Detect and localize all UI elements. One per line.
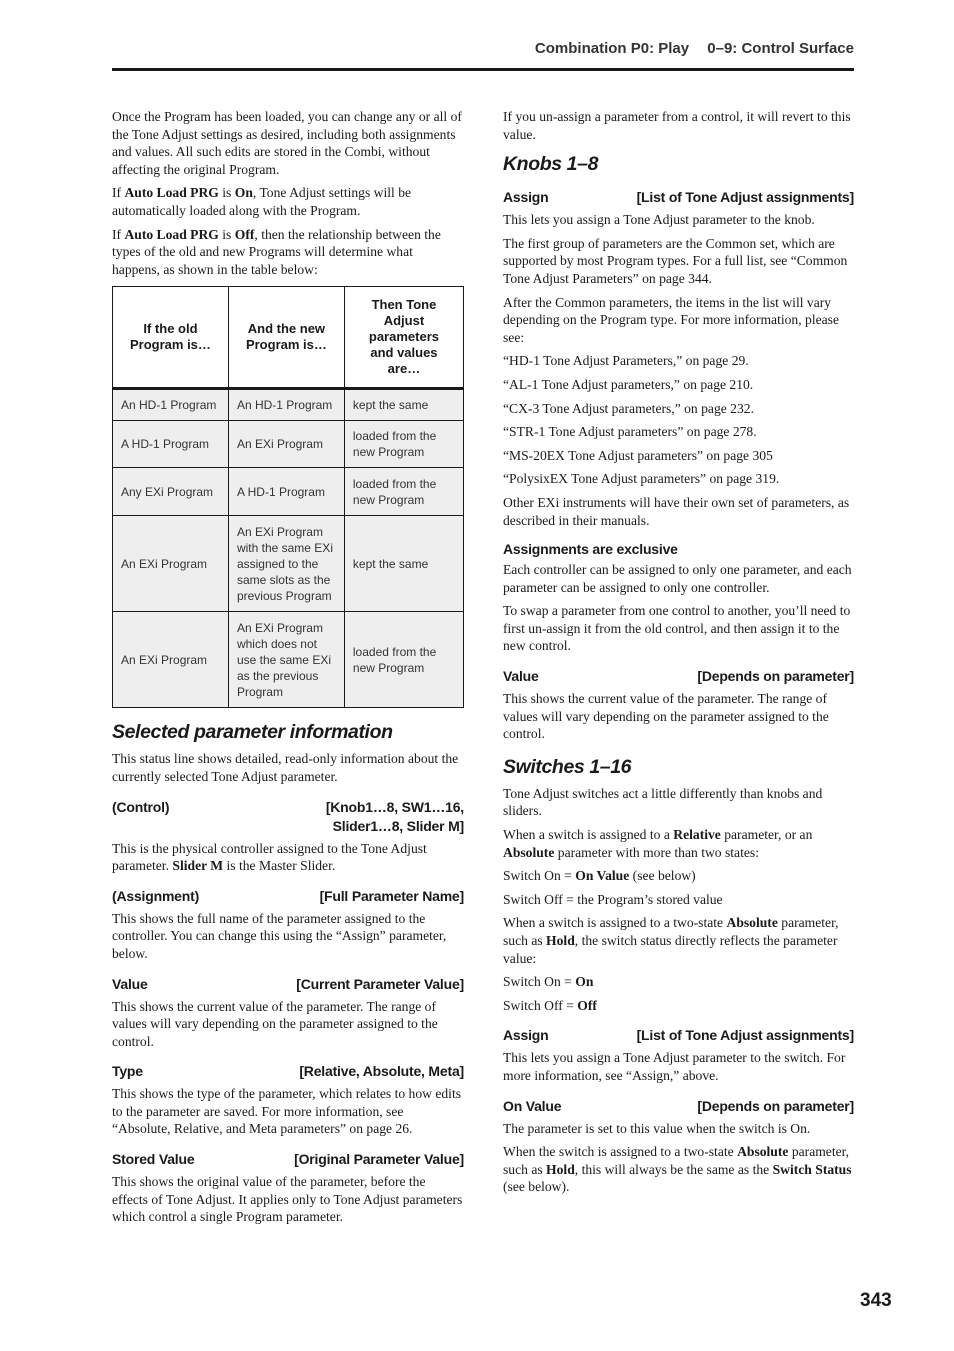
- param-range: [Depends on parameter]: [697, 668, 854, 685]
- assign-paragraph: This lets you assign a Tone Adjust parameter to the knob.: [503, 212, 815, 228]
- value-param-heading: [112, 975, 464, 994]
- assignment-paragraph: This shows the full name of the parameter assigned to the controller. You can change this using the “Assign” parameter, below.: [112, 910, 447, 961]
- table-cell: loaded from the new Program: [344, 421, 463, 468]
- exclusive-paragraph: Each controller can be assigned to only one parameter, and each parameter can be assigned to only one controller.: [503, 562, 852, 595]
- table-cell: A HD-1 Program: [228, 468, 344, 516]
- table-cell: A HD-1 Program: [113, 421, 229, 468]
- switches-heading: Switches 1–16: [503, 755, 632, 778]
- other-exi-paragraph: Other EXi instruments will have their own set of parameters, as described in their manuals.: [503, 494, 850, 528]
- reference-item: “AL-1 Tone Adjust parameters,” on page 210.: [503, 376, 754, 392]
- table-cell: An EXi Program: [113, 516, 229, 612]
- exclusive-subheading: Assignments are exclusive: [503, 541, 678, 558]
- switches-paragraph: When a switch is assigned to a Relative parameter, or an Absolute parameter with more than two states:: [503, 827, 813, 860]
- table-cell: kept the same: [344, 389, 463, 421]
- reference-item: “HD-1 Tone Adjust Parameters,” on page 29.: [503, 353, 749, 369]
- knobs-heading: Knobs 1–8: [503, 153, 599, 176]
- unassign-paragraph: If you un-assign a parameter from a control, it will revert to this value.: [503, 109, 851, 142]
- table-cell: An HD-1 Program: [113, 389, 229, 421]
- assign-paragraph: The first group of parameters are the Common set, which are supported by most Program types. For a full list, see “Common Tone Adjust Parameters” on page 344.: [503, 235, 848, 286]
- param-range: [List of Tone Adjust assignments]: [636, 189, 854, 206]
- reference-item: “CX-3 Tone Adjust parameters,” on page 232.: [503, 400, 754, 416]
- reference-item: “PolysixEX Tone Adjust parameters” on page 319.: [503, 471, 780, 487]
- type-param-heading: [112, 1062, 464, 1081]
- assign-param-heading: [503, 188, 854, 207]
- table-cell: An EXi Program which does not use the same EXi as the previous Program: [228, 612, 344, 708]
- param-range: [Original Parameter Value]: [294, 1151, 464, 1168]
- switch-off-line: Switch Off = the Program’s stored value: [503, 891, 723, 907]
- on-value-param-heading: [503, 1097, 854, 1116]
- table-row: [113, 389, 464, 421]
- table-row: [113, 421, 464, 468]
- header-page-title: 0–9: Control Surface: [707, 40, 854, 57]
- auto-load-off-paragraph: If Auto Load PRG is Off, then the relationship between the types of the old and new Programs will determine what happens, as shown in the table below:: [112, 226, 441, 277]
- param-name: Assign: [503, 1027, 549, 1044]
- switch-off-line: Switch Off = Off: [503, 997, 597, 1013]
- table-cell: An EXi Program with the same EXi assigned to the same slots as the previous Program: [228, 516, 344, 612]
- param-range: [Knob1…8, SW1…16, Slider1…8, Slider M]: [325, 798, 464, 834]
- table-cell: kept the same: [344, 516, 463, 612]
- running-header: [112, 40, 854, 71]
- param-name: Assign: [503, 189, 549, 206]
- table-header: And the new Program is…: [228, 287, 344, 389]
- table-cell: An EXi Program: [113, 612, 229, 708]
- assign-switch-paragraph: This lets you assign a Tone Adjust parameter to the switch. For more information, see “Assign,” above.: [503, 1050, 846, 1083]
- assign-paragraph: After the Common parameters, the items in the list will vary depending on the Program type. For more information, please see:: [503, 294, 839, 345]
- page-number: 343: [860, 1290, 892, 1311]
- switch-on-line: Switch On = On: [503, 974, 594, 990]
- table-row: [113, 612, 464, 708]
- stored-value-paragraph: This shows the original value of the parameter, before the effects of Tone Adjust. It applies only to Tone Adjust parameters which control a single Program parameter.: [112, 1174, 463, 1225]
- selected-parameter-paragraph: This status line shows detailed, read-only information about the currently selected Tone Adjust parameter.: [112, 751, 459, 784]
- table-cell: loaded from the new Program: [344, 468, 463, 516]
- table-cell: An EXi Program: [228, 421, 344, 468]
- header-section: Combination P0: Play: [534, 40, 690, 57]
- left-column: [112, 108, 464, 1232]
- right-column: [503, 108, 854, 1202]
- table-header: If the old Program is…: [113, 287, 229, 389]
- param-name: Value: [112, 975, 148, 992]
- param-range: [Depends on parameter]: [697, 1097, 854, 1114]
- param-name: On Value: [503, 1097, 562, 1114]
- stored-value-param-heading: [112, 1150, 464, 1169]
- control-param-heading: [112, 798, 464, 836]
- switches-paragraph: Tone Adjust switches act a little differently than knobs and sliders.: [503, 785, 823, 819]
- selected-parameter-heading: Selected parameter information: [112, 721, 393, 744]
- value-param-heading: [503, 667, 854, 686]
- param-name: Type: [112, 1063, 143, 1080]
- table-cell: Any EXi Program: [113, 468, 229, 516]
- type-paragraph: This shows the type of the parameter, which relates to how edits to the parameter are saved. For more information, see “Absolute, Relative, and Meta parameters” on page 26.: [112, 1086, 462, 1137]
- on-value-paragraph: When the switch is assigned to a two-state Absolute parameter, such as Hold, this will always be the same as the Switch Status (see below).: [503, 1144, 852, 1195]
- table-row: [113, 468, 464, 516]
- param-name: Stored Value: [112, 1151, 195, 1168]
- table-header: Then Tone Adjust parameters and values are…: [344, 287, 463, 389]
- table-cell: loaded from the new Program: [344, 612, 463, 708]
- switches-paragraph: When a switch is assigned to a two-state Absolute parameter, such as Hold, the switch status directly reflects the parameter value:: [503, 915, 839, 966]
- table-row: [113, 516, 464, 612]
- param-name: (Control): [112, 798, 170, 815]
- reference-item: “STR-1 Tone Adjust parameters” on page 278.: [503, 424, 757, 440]
- program-type-table: [112, 286, 464, 708]
- param-range: [Current Parameter Value]: [296, 975, 464, 992]
- param-name: Value: [503, 668, 539, 685]
- reference-item: “MS-20EX Tone Adjust parameters” on page 305: [503, 447, 773, 463]
- table-header-row: [113, 287, 464, 389]
- param-range: [Full Parameter Name]: [319, 887, 464, 904]
- param-range: [Relative, Absolute, Meta]: [299, 1063, 464, 1080]
- table-cell: An HD-1 Program: [228, 389, 344, 421]
- assignment-param-heading: [112, 887, 464, 906]
- on-value-paragraph: The parameter is set to this value when the switch is On.: [503, 1120, 811, 1136]
- exclusive-paragraph: To swap a parameter from one control to another, you’ll need to first un-assign it from the old control, and then assign it to the new control.: [503, 603, 851, 654]
- value-paragraph: This shows the current value of the parameter. The range of values will vary depending on the parameter assigned to the control.: [503, 691, 829, 742]
- value-paragraph: This shows the current value of the parameter. The range of values will vary depending on the parameter assigned to the control.: [112, 998, 438, 1049]
- intro-paragraph: Once the Program has been loaded, you can change any or all of the Tone Adjust settings as desired, including both assignments and values. All such edits are stored in the Combi, without affecting the original Program.: [112, 109, 462, 177]
- param-name: (Assignment): [112, 887, 200, 904]
- assign-switch-param-heading: [503, 1026, 854, 1045]
- control-paragraph: This is the physical controller assigned to the Tone Adjust parameter. Slider M is the Master Slider.: [112, 840, 427, 874]
- switch-on-line: Switch On = On Value (see below): [503, 868, 696, 884]
- auto-load-on-paragraph: If Auto Load PRG is On, Tone Adjust settings will be automatically loaded along with the Program.: [112, 185, 412, 218]
- param-range: [List of Tone Adjust assignments]: [636, 1027, 854, 1044]
